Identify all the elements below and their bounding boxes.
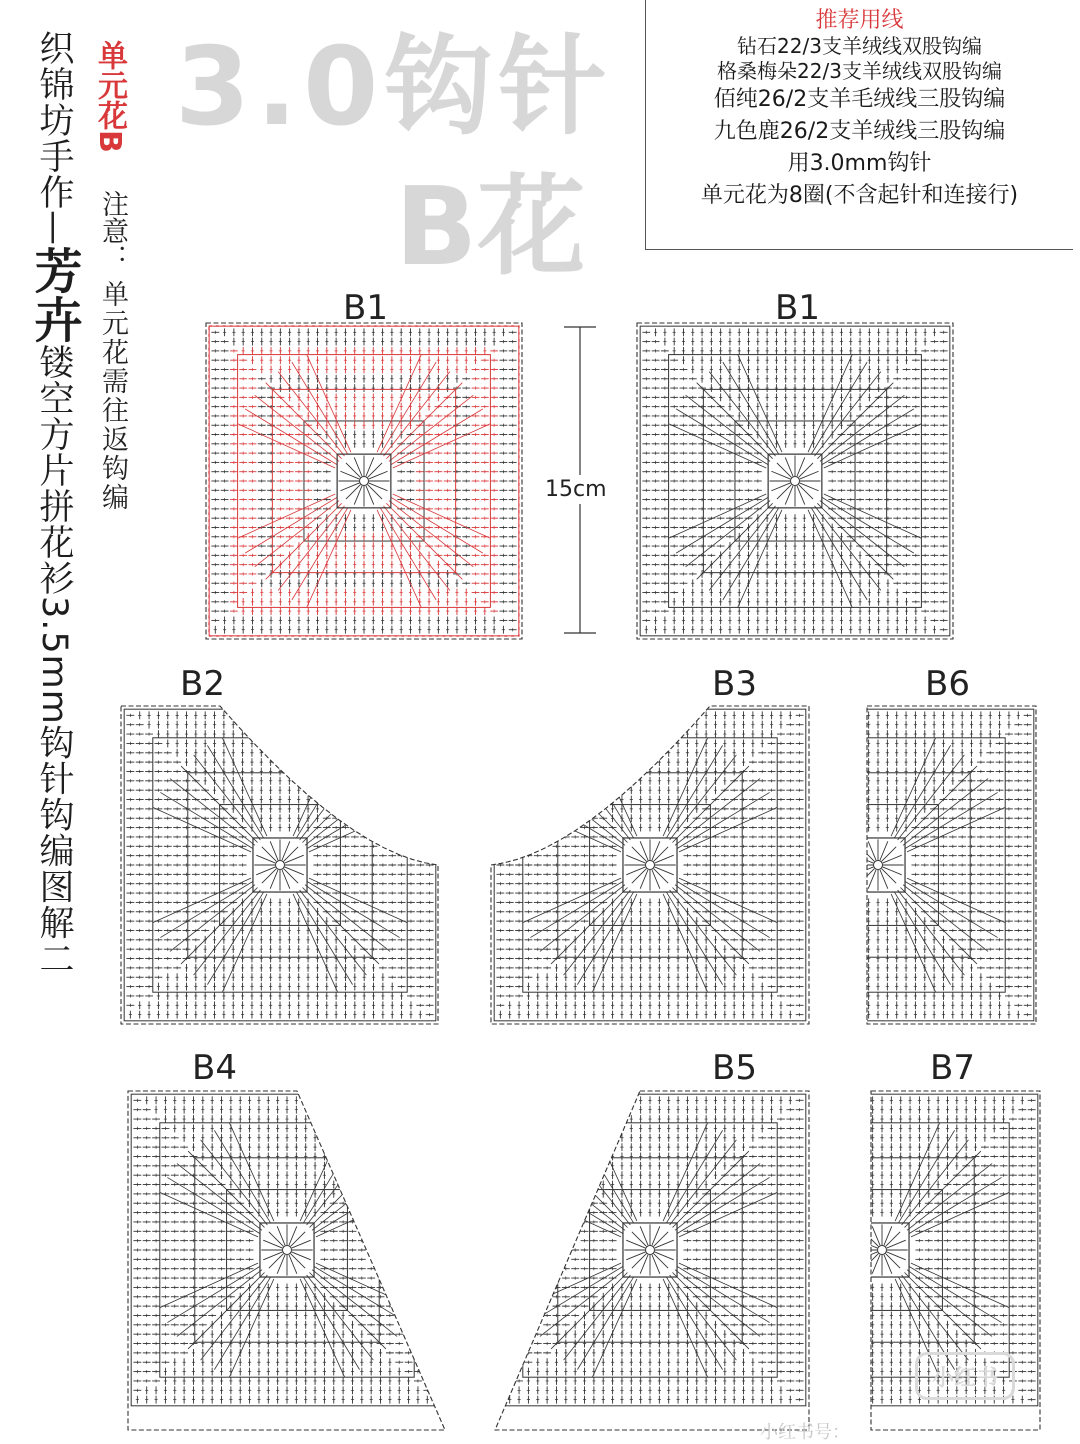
diagram-label: B3 xyxy=(712,664,757,704)
yarn-box-title: 推荐用线 xyxy=(646,8,1073,34)
fan-stitch xyxy=(822,409,914,465)
center-spoke xyxy=(369,483,388,491)
center-spoke xyxy=(340,483,359,491)
fan-stitch xyxy=(393,424,491,468)
diagram-label: B1 xyxy=(775,288,820,328)
center-spoke xyxy=(354,457,362,476)
fan-stitch xyxy=(307,354,351,452)
crochet-chart-b2 xyxy=(120,705,440,1025)
fan-stitch xyxy=(391,409,483,465)
fan-stitch xyxy=(824,494,922,538)
fan-stitch xyxy=(237,494,335,538)
center-spoke xyxy=(799,485,814,500)
center-spoke xyxy=(800,471,819,479)
center-spoke xyxy=(369,471,388,479)
center-spoke xyxy=(354,486,362,505)
center-spoke xyxy=(368,463,383,478)
diagram-label: B1 xyxy=(343,288,388,328)
center-spoke xyxy=(340,471,359,479)
fan-stitch xyxy=(824,424,922,468)
diagram-label: B6 xyxy=(925,664,970,704)
center-spoke xyxy=(799,463,814,478)
fan-stitch xyxy=(307,510,351,608)
fan-stitch xyxy=(808,510,852,608)
fan-stitch xyxy=(808,354,852,452)
center-spoke xyxy=(797,486,805,505)
fan-stitch xyxy=(676,409,768,465)
page-title-line2: B花 xyxy=(395,140,585,295)
fan-stitch xyxy=(377,354,421,452)
side-title-part2: 芳卉 xyxy=(26,246,82,344)
fan-stitch xyxy=(811,508,867,600)
side-title-part1: 织锦坊手作— xyxy=(34,30,74,246)
center-spoke xyxy=(800,483,819,491)
center-spoke xyxy=(785,457,793,476)
center-spoke xyxy=(777,485,792,500)
note-text: 单元花需往返钩编 xyxy=(97,280,127,512)
center-spoke xyxy=(785,486,793,505)
fan-stitch xyxy=(380,508,436,600)
note-label: 注意： xyxy=(97,190,127,271)
fan-stitch xyxy=(723,362,779,454)
magic-ring xyxy=(360,477,369,486)
fan-stitch xyxy=(245,409,337,465)
center-spoke xyxy=(366,457,374,476)
yarn-info-box xyxy=(645,0,1073,250)
fan-stitch xyxy=(668,494,766,538)
yarn-line: 用3.0mm钩针 xyxy=(646,148,1073,180)
diagram-label: B4 xyxy=(192,1048,237,1088)
yarn-line: 格桑梅朵22/3支羊绒线双股钩编 xyxy=(646,59,1073,84)
center-spoke xyxy=(797,457,805,476)
fan-stitch xyxy=(738,510,782,608)
diagram-label: B7 xyxy=(930,1048,975,1088)
crochet-chart-b1-red xyxy=(205,322,523,640)
fan-stitch xyxy=(237,424,335,468)
fan-stitch xyxy=(377,510,421,608)
fan-stitch xyxy=(391,497,483,553)
yarn-line: 佰纯26/2支羊毛绒线三股钩编 xyxy=(646,84,1073,116)
stitch-field xyxy=(124,709,436,1021)
yarn-line: 钻石22/3支羊绒线双股钩编 xyxy=(646,34,1073,59)
fan-stitch xyxy=(738,354,782,452)
fan-stitch xyxy=(292,362,348,454)
crochet-chart-b1 xyxy=(636,322,954,640)
fan-stitch xyxy=(292,508,348,600)
page-title-line1: 3.0钩针 xyxy=(175,0,612,155)
fan-stitch xyxy=(723,508,779,600)
fan-stitch xyxy=(668,424,766,468)
fan-stitch xyxy=(822,497,914,553)
fan-stitch xyxy=(245,497,337,553)
diagram-label: B5 xyxy=(712,1048,757,1088)
fan-stitch xyxy=(393,494,491,538)
fan-stitch xyxy=(811,362,867,454)
magic-ring xyxy=(791,477,800,486)
center-spoke xyxy=(346,463,361,478)
side-title-part3: 镂空方片拼花衫3.5mm钩针钩编图解二 xyxy=(34,344,74,977)
fan-stitch xyxy=(380,362,436,454)
fan-stitch xyxy=(676,497,768,553)
yarn-line: 单元花为8圈(不含起针和连接行) xyxy=(646,180,1073,212)
diagram-label: B2 xyxy=(180,664,225,704)
dimension-label: 15cm xyxy=(545,475,607,504)
center-spoke xyxy=(777,463,792,478)
center-spoke xyxy=(368,485,383,500)
stitch-field xyxy=(640,326,950,636)
unit-label: 单元花B xyxy=(92,40,126,153)
yarn-line: 九色鹿26/2支羊绒线三股钩编 xyxy=(646,116,1073,148)
center-spoke xyxy=(346,485,361,500)
center-spoke xyxy=(366,486,374,505)
center-spoke xyxy=(771,471,790,479)
side-title xyxy=(34,30,74,977)
center-spoke xyxy=(771,483,790,491)
stitch-field xyxy=(209,326,519,636)
